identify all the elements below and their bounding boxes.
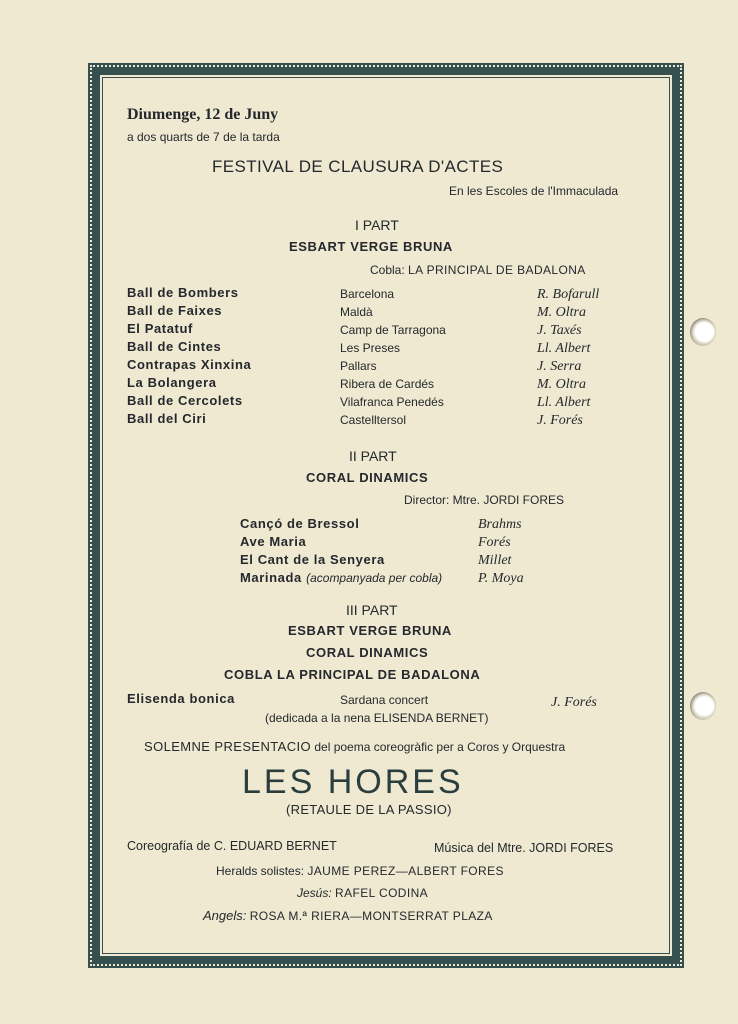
- dance-name: La Bolangera: [127, 375, 217, 390]
- dance-place: Les Preses: [340, 341, 401, 355]
- dance-name: El Patatuf: [127, 321, 193, 336]
- part2-group: CORAL DINAMICS: [306, 470, 429, 485]
- dance-name: Ball de Cintes: [127, 339, 222, 354]
- presentation-rest: del poema coreogràfic per a Coros y Orquestra: [314, 740, 566, 754]
- jesus-name: RAFEL CODINA: [335, 886, 429, 900]
- part1-cobla: [370, 264, 586, 276]
- heralds-names: JAUME PEREZ—ALBERT FORES: [307, 864, 504, 878]
- song-name: Cançó de Bressol: [240, 516, 360, 531]
- part3-piece: Elisenda bonica: [127, 691, 235, 706]
- part1-group: ESBART VERGE BRUNA: [289, 239, 453, 254]
- event-venue: En les Escoles de l'Immaculada: [449, 184, 619, 198]
- presentation-line: [144, 740, 565, 753]
- dance-author: R. Bofarull: [537, 287, 600, 302]
- dance-author: M. Oltra: [537, 305, 586, 320]
- song-title: Marinada: [240, 570, 302, 585]
- punch-hole-top: [690, 318, 716, 346]
- angels-label: Angels:: [203, 908, 247, 923]
- dance-author: J. Taxés: [537, 323, 582, 338]
- jesus-credit: [297, 887, 428, 899]
- choreography-credit: Coreografía de C. EDUARD BERNET: [127, 839, 337, 853]
- part1-heading: I PART: [355, 217, 399, 233]
- event-date: Diumenge, 12 de Juny: [127, 106, 279, 123]
- jesus-label: Jesús:: [297, 886, 332, 900]
- dance-author: Ll. Albert: [537, 341, 591, 356]
- ornamental-border: [88, 63, 684, 968]
- festival-title: FESTIVAL DE CLAUSURA D'ACTES: [212, 157, 504, 176]
- part3-line1: ESBART VERGE BRUNA: [288, 623, 452, 638]
- dance-name: Ball de Cercolets: [127, 393, 243, 408]
- dance-place: Barcelona: [340, 287, 395, 301]
- song-composer: P. Moya: [478, 571, 524, 586]
- dance-place: Castelltersol: [340, 413, 407, 427]
- dedication-name: ELISENDA BERNET): [373, 711, 489, 725]
- dance-author: J. Serra: [537, 359, 582, 374]
- part2-director: Director: Mtre. JORDI FORES: [404, 493, 565, 507]
- part3-line3: COBLA LA PRINCIPAL DE BADALONA: [224, 667, 481, 682]
- dance-name: Contrapas Xinxina: [127, 357, 252, 372]
- song-composer: Brahms: [478, 517, 522, 532]
- dance-place: Ribera de Cardés: [340, 377, 435, 391]
- heralds-label: Heralds solistes:: [216, 864, 305, 878]
- dedication-prefix: (dedicada a la nena: [265, 711, 371, 725]
- dance-place: Vilafranca Penedés: [340, 395, 444, 409]
- dance-author: Ll. Albert: [537, 395, 591, 410]
- dance-author: J. Forés: [537, 413, 583, 428]
- dance-name: Ball de Bombers: [127, 285, 239, 300]
- song-name: El Cant de la Senyera: [240, 552, 385, 567]
- part3-line2: CORAL DINAMICS: [306, 645, 429, 660]
- angels-credit: [203, 909, 493, 922]
- song-name: [240, 571, 442, 584]
- song-composer: Forés: [478, 535, 511, 550]
- part3-piece-type: Sardana concert: [340, 693, 429, 707]
- presentation-lead: SOLEMNE PRESENTACIO: [144, 739, 312, 754]
- music-credit: Música del Mtre. JORDI FORES: [434, 841, 614, 855]
- angels-names: ROSA M.ª RIERA—MONTSERRAT PLAZA: [249, 909, 493, 923]
- event-time: a dos quarts de 7 de la tarda: [127, 130, 280, 144]
- part3-heading: III PART: [346, 602, 398, 618]
- part3-piece-author: J. Forés: [551, 695, 597, 710]
- song-composer: Millet: [478, 553, 512, 568]
- dance-place: Camp de Tarragona: [340, 323, 446, 337]
- poem-title: LES HORES: [242, 763, 464, 801]
- dance-place: Pallars: [340, 359, 377, 373]
- song-note: (acompanyada per cobla): [306, 571, 443, 585]
- dance-name: Ball de Faixes: [127, 303, 223, 318]
- dance-author: M. Oltra: [537, 377, 586, 392]
- poem-subtitle: (RETAULE DE LA PASSIO): [286, 802, 452, 817]
- song-name: Ave Maria: [240, 534, 307, 549]
- part3-dedication: [265, 712, 488, 724]
- cobla-name: LA PRINCIPAL DE BADALONA: [408, 263, 586, 277]
- part2-heading: II PART: [349, 448, 397, 464]
- dance-place: Maldà: [340, 305, 373, 319]
- heralds-credit: [216, 865, 504, 877]
- punch-hole-bottom: [690, 692, 716, 720]
- cobla-label: Cobla:: [370, 263, 405, 277]
- dance-name: Ball del Ciri: [127, 411, 207, 426]
